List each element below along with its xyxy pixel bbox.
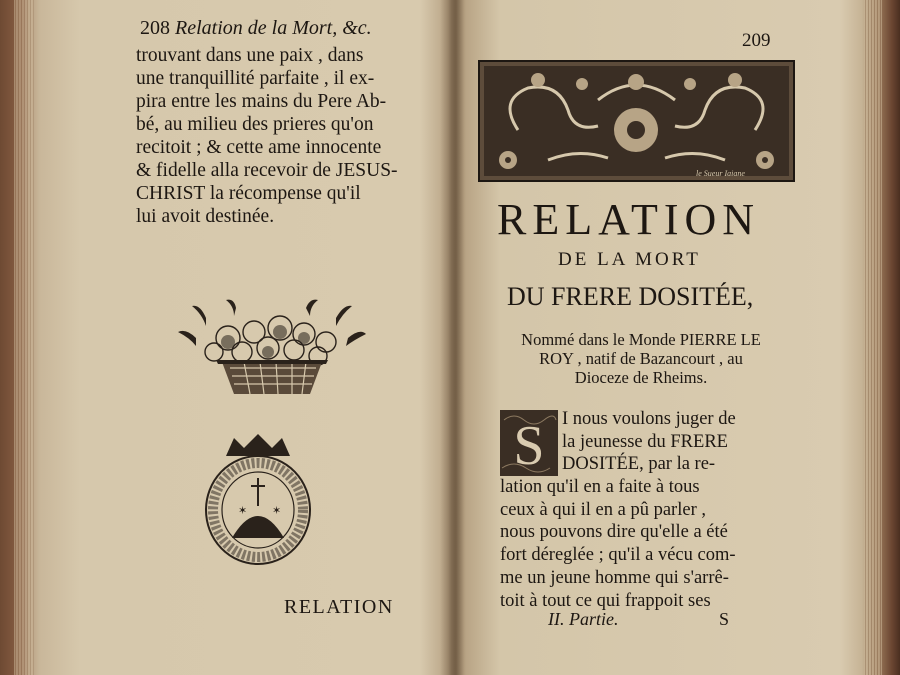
body-line: me un jeune homme qui s'arrê- <box>500 567 729 588</box>
decorated-drop-cap <box>500 410 558 476</box>
left-body-text <box>136 44 398 228</box>
left-running-title: Relation de la Mort, &c. <box>175 17 372 39</box>
body-line: la jeunesse du FRERE <box>562 431 728 452</box>
left-catchword: RELATION <box>284 596 394 618</box>
relation-title: RELATION <box>497 195 761 244</box>
drop-cap-letter: S <box>513 415 545 476</box>
svg-text:✶: ✶ <box>272 505 282 517</box>
left-page-edges <box>14 0 34 675</box>
library-stamp <box>198 430 318 566</box>
body-line: toit à tout ce qui frappoit ses <box>500 590 711 611</box>
left-running-head <box>140 17 372 40</box>
relation-description <box>496 330 786 387</box>
svg-text:✶: ✶ <box>238 505 248 517</box>
signature-mark: S <box>718 609 729 629</box>
left-line: recitoit ; & cette ame innocente <box>136 137 382 158</box>
description-line: ROY , natif de Bazancourt , au <box>539 349 743 368</box>
body-line: I nous voulons juger de <box>562 409 736 429</box>
relation-subtitle-de-la-mort: DE LA MORT <box>558 249 701 270</box>
body-line: DOSITÉE, par la re- <box>562 454 716 475</box>
right-body-text <box>500 476 736 612</box>
right-body-indented <box>562 408 736 476</box>
left-line: trouvant dans une paix , dans <box>136 45 364 66</box>
headpiece-credit: le Sueur Iaiane <box>696 169 745 178</box>
signature-line <box>548 609 729 630</box>
body-line: fort déreglée ; qu'il a vécu com- <box>500 545 736 566</box>
body-line: lation qu'il en a faite à tous <box>500 477 700 497</box>
body-line: nous pouvons dire qu'elle a été <box>500 522 728 543</box>
left-line: bé, au milieu des prieres qu'on <box>136 114 374 135</box>
description-line: Dioceze de Rheims. <box>574 368 708 387</box>
body-line: ceux à qui il en a pû parler , <box>500 499 706 520</box>
description-line: Nommé dans le Monde PIERRE LE <box>521 330 761 349</box>
left-page-number: 208 <box>140 17 170 39</box>
signature-part: II. Partie. <box>548 609 619 629</box>
ornamental-headpiece <box>478 60 795 182</box>
left-line: CHRIST la récompense qu'il <box>136 183 361 204</box>
left-line: pira entre les mains du Pere Ab- <box>136 91 387 112</box>
right-page-edges <box>864 0 882 675</box>
book-gutter <box>440 0 466 675</box>
relation-subtitle-frere: DU FRERE DOSITÉE, <box>507 282 754 311</box>
fruit-basket-vignette <box>176 298 368 398</box>
right-page-number: 209 <box>742 30 771 51</box>
left-line: une tranquillité parfaite , il ex- <box>136 68 375 89</box>
left-line: lui avoit destinée. <box>136 206 275 227</box>
left-line: & fidelle alla recevoir de JESUS- <box>136 160 398 181</box>
